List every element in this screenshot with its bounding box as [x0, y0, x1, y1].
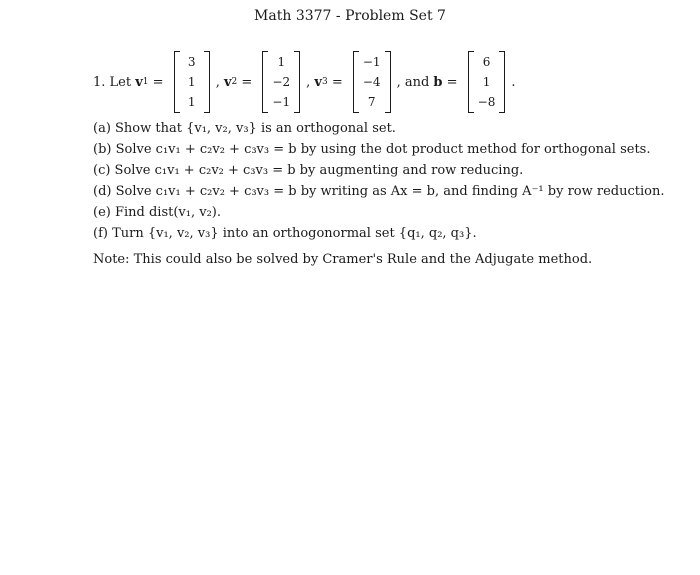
- matrix-entry: 7: [367, 95, 376, 109]
- note-text: Note: This could also be solved by Cramer's Rule and the Adjugate method.: [93, 252, 593, 267]
- matrix-entry: −8: [477, 95, 496, 109]
- part-a: (a) Show that {v₁, v₂, v₃} is an orthogonal set.: [93, 121, 396, 136]
- vector-name: b: [433, 74, 443, 90]
- vector-name: v: [223, 74, 232, 90]
- matrix-entry: 1: [277, 55, 286, 69]
- part-f: (f) Turn {v₁, v₂, v₃} into an orthogonormal set {q₁, q₂, q₃}.: [93, 226, 477, 241]
- vector-v3-matrix: [353, 51, 391, 113]
- separator: , and: [396, 74, 434, 90]
- matrix-entry: −1: [362, 55, 381, 69]
- matrix-entry: −1: [272, 95, 291, 109]
- vector-v1-matrix: [174, 51, 210, 113]
- matrix-entry: 1: [187, 95, 196, 109]
- vector-b-matrix: [468, 51, 506, 113]
- separator: ,: [306, 74, 315, 90]
- matrix-entry: 6: [482, 55, 491, 69]
- separator: ,: [215, 74, 224, 90]
- matrix-entry: 1: [482, 75, 491, 89]
- vector-subscript: 2: [231, 77, 238, 87]
- vector-name: v: [135, 74, 143, 90]
- problem-parts: [93, 118, 664, 244]
- vector-v2-matrix: [262, 51, 300, 113]
- matrix-entry: −2: [272, 75, 291, 89]
- part-c: (c) Solve c₁v₁ + c₂v₂ + c₃v₃ = b by augmenting and row reducing.: [93, 163, 524, 178]
- matrix-entry: −4: [362, 75, 381, 89]
- part-d: (d) Solve c₁v₁ + c₂v₂ + c₃v₃ = b by writing as Ax = b, and finding A⁻¹ by row reduction.: [93, 184, 665, 199]
- part-b: (b) Solve c₁v₁ + c₂v₂ + c₃v₃ = b by using the dot product method for orthogonal sets.: [93, 142, 651, 157]
- page-title: Math 3377 - Problem Set 7: [254, 8, 446, 24]
- part-e: (e) Find dist(v₁, v₂).: [93, 205, 222, 220]
- matrix-entry: 1: [187, 75, 196, 89]
- vector-subscript: 1: [142, 77, 149, 87]
- vector-subscript: 3: [321, 77, 328, 87]
- problem-statement: 1. Let v 1 = 3 1 1 , v 2 = 1 −2 −1 , v 3 = −1 −4 7 , and b = 6 1 −8 .: [93, 48, 516, 116]
- matrix-entry: 3: [187, 55, 196, 69]
- separator: .: [511, 74, 516, 90]
- vector-name: v: [314, 74, 322, 90]
- problem-lead: 1. Let: [93, 74, 136, 90]
